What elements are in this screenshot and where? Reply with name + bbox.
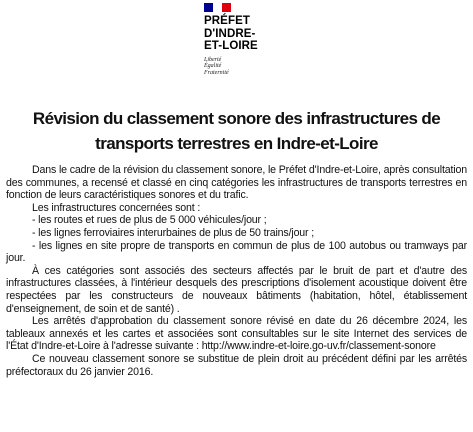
logo-title [204,15,313,53]
headline-line-2: transports terrestres en Indre-et-Loire [95,134,378,153]
logo-title-line: PRÉFET [204,15,250,27]
french-flag-icon [204,3,231,12]
logo-title-line: D'INDRE- [204,27,256,40]
notice-headline [0,106,473,156]
logo-title-line: ET-LOIRE [204,40,258,52]
motto-line: Liberté [204,56,222,63]
motto-line: Égalité [204,63,222,69]
sectors-paragraph: À ces catégories sont associés des secteurs affectés par le bruit de part et d'autre des infrastructures classées, à l'intérieur desquels des prescriptions d'isolement acoustique doivent être respectées par les constructeurs de nouveaux bâtiments (habitation, hôtel, établissement d'enseignement, de soin et de santé) . [6,264,467,315]
headline-line-1: Révision du classement sonore des infrastructures de [32,109,441,128]
arretes-paragraph: Les arrêtés d'approbation du classement sonore révisé en date du 26 décembre 2024, les tableaux annexés et les cartes et associées sont consultables sur le site Internet des services de l'État d'Indre-et-Loire à l'adresse suivante : http://www.indre-et-loire.go-uv.fr/classement-sonore [6,315,467,353]
notice-body [6,164,467,378]
motto-line: Fraternité [204,69,229,76]
flag-blue-band [204,3,213,12]
republic-motto [204,57,313,77]
list-intro: Les infrastructures concernées sont : [32,201,201,214]
prefecture-logo [193,3,313,76]
list-item-rail: - les lignes ferroviaires interurbaines de plus de 50 trains/jour ; [32,226,315,239]
closing-paragraph: Ce nouveau classement sonore se substitue de plein droit au précédent défini par les arrêtés préfectoraux du 26 janvier 2016. [6,352,467,378]
flag-white-band [213,3,222,12]
list-item-roads: - les routes et rues de plus de 5 000 véhicules/jour ; [32,214,267,227]
flag-red-band [222,3,231,12]
list-item-transit: - les lignes en site propre de transports en commun de plus de 100 autobus ou tramways par jour. [6,239,467,265]
intro-paragraph: Dans le cadre de la révision du classement sonore, le Préfet d'Indre-et-Loire, après consultation des communes, a recensé et classé en cinq catégories les infrastructures de transports terrestres en fonction de leurs caractéristiques sonores et du trafic. [6,164,467,202]
